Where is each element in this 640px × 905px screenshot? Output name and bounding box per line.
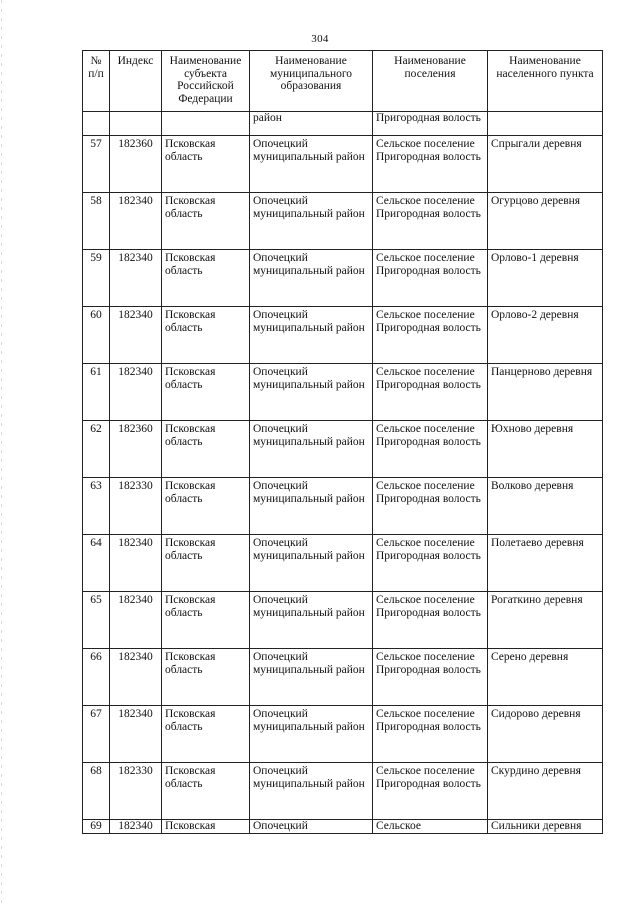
table-row — [83, 364, 603, 421]
table-row — [83, 763, 603, 820]
cell-index: 182340 — [110, 592, 162, 649]
table-row — [83, 592, 603, 649]
cell-municipality: Опочецкий муниципальный район — [250, 763, 373, 820]
cell-locality: Орлово-2 деревня — [488, 307, 603, 364]
cell-settlement: Сельское поселение Пригородная волость — [373, 421, 488, 478]
cell-settlement: Сельское поселение Пригородная волость — [373, 706, 488, 763]
cell-municipality: Опочецкий муниципальный район — [250, 250, 373, 307]
cell-settlement: Сельское поселение Пригородная волость — [373, 250, 488, 307]
table-header-row — [83, 51, 603, 112]
cell-num: 63 — [83, 478, 110, 535]
table-row — [83, 535, 603, 592]
cell-municipality: Опочецкий — [250, 820, 373, 834]
cell-subject: Псковская область — [162, 250, 250, 307]
cell-locality: Сидорово деревня — [488, 706, 603, 763]
cell-subject: Псковская область — [162, 592, 250, 649]
cell-municipality: район — [250, 112, 373, 136]
cell-settlement: Сельское поселение Пригородная волость — [373, 535, 488, 592]
cell-settlement: Сельское поселение Пригородная волость — [373, 136, 488, 193]
table-row-partial — [83, 820, 603, 834]
cell-locality: Полетаево деревня — [488, 535, 603, 592]
cell-subject: Псковская область — [162, 364, 250, 421]
cell-num: 57 — [83, 136, 110, 193]
cell-settlement: Сельское — [373, 820, 488, 834]
cell-index: 182340 — [110, 820, 162, 834]
cell-settlement: Сельское поселение Пригородная волость — [373, 763, 488, 820]
cell-locality: Серено деревня — [488, 649, 603, 706]
cell-locality: Волково деревня — [488, 478, 603, 535]
table-row — [83, 421, 603, 478]
cell-num: 64 — [83, 535, 110, 592]
cell-municipality: Опочецкий муниципальный район — [250, 193, 373, 250]
cell-num: 66 — [83, 649, 110, 706]
settlements-table — [82, 50, 603, 834]
table-row-continuation — [83, 112, 603, 136]
cell-subject: Псковская область — [162, 478, 250, 535]
cell-locality: Сильники деревня — [488, 820, 603, 834]
scan-edge-artifact — [1, 0, 2, 905]
cell-locality: Рогаткино деревня — [488, 592, 603, 649]
cell-num: 69 — [83, 820, 110, 834]
cell-settlement: Сельское поселение Пригородная волость — [373, 478, 488, 535]
cell-num: 67 — [83, 706, 110, 763]
cell-locality: Скурдино деревня — [488, 763, 603, 820]
table-row — [83, 307, 603, 364]
cell-settlement: Сельское поселение Пригородная волость — [373, 193, 488, 250]
cell-index: 182330 — [110, 478, 162, 535]
cell-municipality: Опочецкий муниципальный район — [250, 364, 373, 421]
cell-locality: Юхново деревня — [488, 421, 603, 478]
header-subject: Наименование субъекта Российской Федерации — [162, 51, 250, 112]
cell-settlement: Пригородная волость — [373, 112, 488, 136]
cell-settlement: Сельское поселение Пригородная волость — [373, 592, 488, 649]
table-row — [83, 649, 603, 706]
cell-index: 182340 — [110, 649, 162, 706]
cell-municipality: Опочецкий муниципальный район — [250, 136, 373, 193]
header-index: Индекс — [110, 51, 162, 112]
cell-num: 61 — [83, 364, 110, 421]
header-settlement: Наименование поселения — [373, 51, 488, 112]
cell-index: 182360 — [110, 421, 162, 478]
cell-index — [110, 112, 162, 136]
cell-index: 182340 — [110, 193, 162, 250]
table-row — [83, 478, 603, 535]
cell-index: 182330 — [110, 763, 162, 820]
cell-index: 182340 — [110, 706, 162, 763]
cell-num: 59 — [83, 250, 110, 307]
cell-municipality: Опочецкий муниципальный район — [250, 706, 373, 763]
cell-subject: Псковская область — [162, 193, 250, 250]
cell-index: 182340 — [110, 535, 162, 592]
cell-index: 182340 — [110, 364, 162, 421]
cell-subject: Псковская область — [162, 763, 250, 820]
cell-subject: Псковская область — [162, 706, 250, 763]
cell-subject: Псковская — [162, 820, 250, 834]
cell-num: 60 — [83, 307, 110, 364]
table-row — [83, 136, 603, 193]
table-row — [83, 250, 603, 307]
cell-municipality: Опочецкий муниципальный район — [250, 535, 373, 592]
cell-subject: Псковская область — [162, 307, 250, 364]
cell-municipality: Опочецкий муниципальный район — [250, 649, 373, 706]
cell-num: 58 — [83, 193, 110, 250]
cell-index: 182340 — [110, 307, 162, 364]
cell-locality — [488, 112, 603, 136]
cell-index: 182360 — [110, 136, 162, 193]
cell-locality: Орлово-1 деревня — [488, 250, 603, 307]
cell-municipality: Опочецкий муниципальный район — [250, 478, 373, 535]
cell-locality: Огурцово деревня — [488, 193, 603, 250]
cell-locality: Панцерново деревня — [488, 364, 603, 421]
header-locality: Наименование населенного пункта — [488, 51, 603, 112]
cell-index: 182340 — [110, 250, 162, 307]
cell-municipality: Опочецкий муниципальный район — [250, 307, 373, 364]
cell-num: 68 — [83, 763, 110, 820]
cell-settlement: Сельское поселение Пригородная волость — [373, 307, 488, 364]
cell-num: 65 — [83, 592, 110, 649]
page-number: 304 — [311, 33, 329, 45]
table-row — [83, 193, 603, 250]
cell-municipality: Опочецкий муниципальный район — [250, 592, 373, 649]
table-row — [83, 706, 603, 763]
cell-locality: Спрыгали деревня — [488, 136, 603, 193]
cell-settlement: Сельское поселение Пригородная волость — [373, 649, 488, 706]
cell-subject: Псковская область — [162, 136, 250, 193]
header-num: № п/п — [83, 51, 110, 112]
header-municipality: Наименование муниципального образования — [250, 51, 373, 112]
cell-subject: Псковская область — [162, 649, 250, 706]
cell-num — [83, 112, 110, 136]
cell-num: 62 — [83, 421, 110, 478]
cell-subject: Псковская область — [162, 421, 250, 478]
cell-municipality: Опочецкий муниципальный район — [250, 421, 373, 478]
cell-settlement: Сельское поселение Пригородная волость — [373, 364, 488, 421]
cell-subject: Псковская область — [162, 535, 250, 592]
cell-subject — [162, 112, 250, 136]
